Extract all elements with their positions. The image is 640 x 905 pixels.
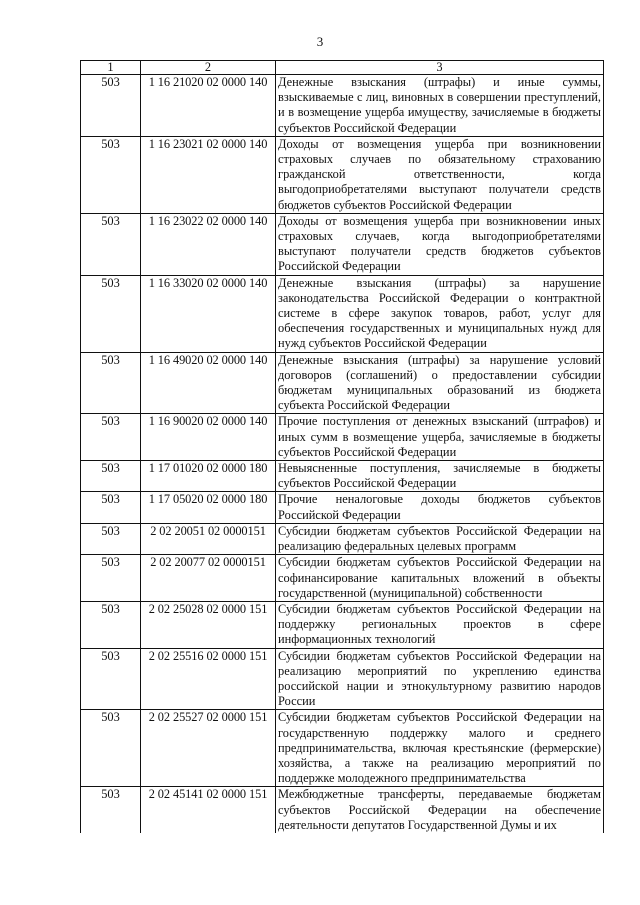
revenue-code-cell: 2 02 25028 02 0000 151 — [141, 601, 276, 648]
table-row — [81, 648, 604, 710]
revenue-code-cell: 2 02 20051 02 0000151 — [141, 523, 276, 554]
column-header-admin: 1 — [81, 61, 141, 75]
revenue-code-cell: 1 16 33020 02 0000 140 — [141, 275, 276, 352]
admin-code-cell: 503 — [81, 523, 141, 554]
table-row — [81, 523, 604, 554]
revenue-name-cell: Прочие неналоговые доходы бюджетов субъектов Российской Федерации — [276, 492, 604, 523]
admin-code-cell: 503 — [81, 352, 141, 414]
table-row — [81, 136, 604, 213]
column-header-code: 2 — [141, 61, 276, 75]
revenue-name-cell: Доходы от возмещения ущерба при возникновении иных страховых случаев, когда выгодоприобретателями выступают получатели средств бюджетов субъектов Российской Федерации — [276, 213, 604, 275]
admin-code-cell: 503 — [81, 136, 141, 213]
table-row — [81, 213, 604, 275]
revenue-code-cell: 1 17 05020 02 0000 180 — [141, 492, 276, 523]
revenue-code-cell: 1 16 23021 02 0000 140 — [141, 136, 276, 213]
revenue-name-cell: Субсидии бюджетам субъектов Российской Федерации на софинансирование капитальных вложений в объекты государственной (муниципальной) собственности — [276, 555, 604, 602]
revenue-name-cell: Доходы от возмещения ущерба при возникновении страховых случаев по обязательному страхованию гражданской ответственности, когда выгодоприобретателями выступают получатели средств бюджетов субъектов Российской Федерации — [276, 136, 604, 213]
revenue-name-cell: Субсидии бюджетам субъектов Российской Федерации на поддержку региональных проектов в сфере информационных технологий — [276, 601, 604, 648]
revenue-name-cell: Денежные взыскания (штрафы) за нарушение условий договоров (соглашений) о предоставлении субсидии бюджетам муниципальных образований из бюджета субъекта Российской Федерации — [276, 352, 604, 414]
revenue-name-cell: Субсидии бюджетам субъектов Российской Федерации на государственную поддержку малого и среднего предпринимательства, включая крестьянские (фермерские) хозяйства, а также на реализацию мероприятий по поддержке молодежного предпринимательства — [276, 710, 604, 787]
revenue-name-cell: Прочие поступления от денежных взысканий (штрафов) и иных сумм в возмещение ущерба, зачисляемые в бюджеты субъектов Российской Федерации — [276, 414, 604, 461]
revenue-code-cell: 2 02 45141 02 0000 151 — [141, 787, 276, 833]
admin-code-cell: 503 — [81, 461, 141, 492]
table-row — [81, 75, 604, 137]
table-row — [81, 461, 604, 492]
table-row — [81, 275, 604, 352]
table-row — [81, 601, 604, 648]
admin-code-cell: 503 — [81, 648, 141, 710]
table-row — [81, 787, 604, 833]
admin-code-cell: 503 — [81, 75, 141, 137]
table-row — [81, 555, 604, 602]
revenue-code-cell: 1 16 49020 02 0000 140 — [141, 352, 276, 414]
admin-code-cell: 503 — [81, 601, 141, 648]
admin-code-cell: 503 — [81, 787, 141, 833]
revenue-name-cell: Денежные взыскания (штрафы) и иные суммы, взыскиваемые с лиц, виновных в совершении преступлений, и в возмещение ущерба имуществу, зачисляемые в бюджеты субъектов Российской Федерации — [276, 75, 604, 137]
revenue-code-cell: 2 02 25527 02 0000 151 — [141, 710, 276, 787]
admin-code-cell: 503 — [81, 492, 141, 523]
revenue-name-cell: Денежные взыскания (штрафы) за нарушение законодательства Российской Федерации о контрактной системе в сфере закупок товаров, работ, услуг для обеспечения государственных и муниципальных нужд для нужд субъектов Российской Федерации — [276, 275, 604, 352]
revenue-code-cell: 2 02 25516 02 0000 151 — [141, 648, 276, 710]
admin-code-cell: 503 — [81, 555, 141, 602]
page-number: 3 — [316, 34, 324, 49]
admin-code-cell: 503 — [81, 213, 141, 275]
admin-code-cell: 503 — [81, 275, 141, 352]
revenue-name-cell: Невыясненные поступления, зачисляемые в бюджеты субъектов Российской Федерации — [276, 461, 604, 492]
revenue-code-cell: 2 02 20077 02 0000151 — [141, 555, 276, 602]
revenue-code-cell: 1 16 90020 02 0000 140 — [141, 414, 276, 461]
revenue-name-cell: Субсидии бюджетам субъектов Российской Федерации на реализацию федеральных целевых программ — [276, 523, 604, 554]
budget-revenue-table — [80, 60, 604, 833]
admin-code-cell: 503 — [81, 710, 141, 787]
table-row — [81, 352, 604, 414]
column-header-name: 3 — [276, 61, 604, 75]
revenue-code-cell: 1 17 01020 02 0000 180 — [141, 461, 276, 492]
table-row — [81, 492, 604, 523]
admin-code-cell: 503 — [81, 414, 141, 461]
table-header-row — [81, 61, 604, 75]
revenue-name-cell: Субсидии бюджетам субъектов Российской Федерации на реализацию мероприятий по укреплению единства российской нации и этнокультурному развитию народов России — [276, 648, 604, 710]
revenue-name-cell: Межбюджетные трансферты, передаваемые бюджетам субъектов Российской Федерации на обеспечение деятельности депутатов Государственной Думы и их — [276, 787, 604, 833]
revenue-code-cell: 1 16 21020 02 0000 140 — [141, 75, 276, 137]
table-row — [81, 710, 604, 787]
table-row — [81, 414, 604, 461]
revenue-code-cell: 1 16 23022 02 0000 140 — [141, 213, 276, 275]
